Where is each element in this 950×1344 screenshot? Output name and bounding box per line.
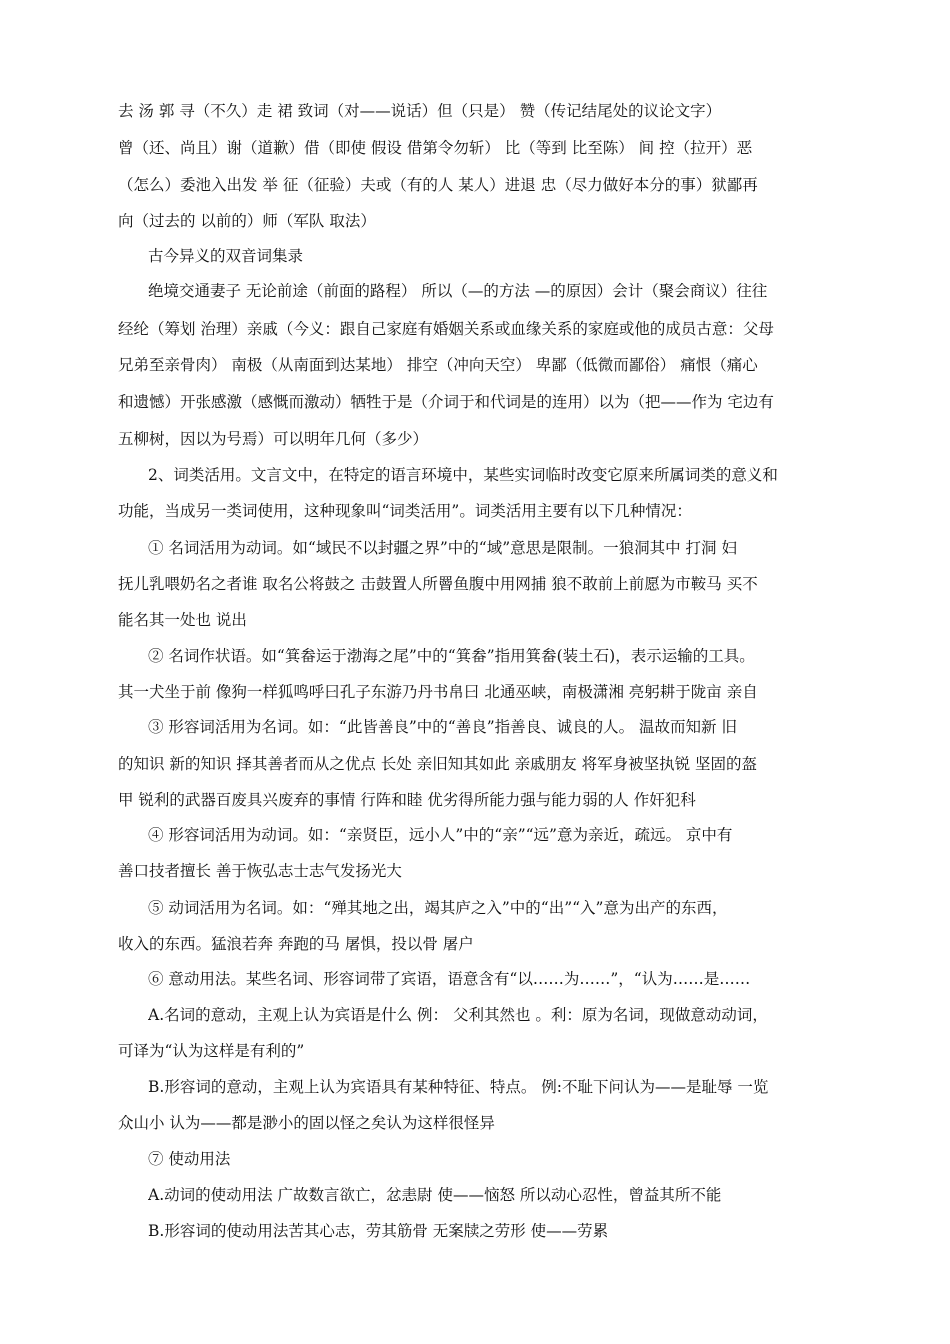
item-2-start: ② 名词作状语。如“箕畚运于渤海之尾”中的“箕畚”指用箕畚(装土石)，表示运输的工具。 [148,647,755,665]
text-line-14: 抚儿乳喂奶名之者谁 取名公将鼓之 击鼓置人所罾鱼腹中用网捕 狼不敢前上前愿为市鞍马 买不 [118,575,758,593]
item-7a: A.动词的使动用法 广故数言欲亡，忿恚尉 使——恼怒 所以动心忍性，曾益其所不能 [148,1186,722,1204]
item-4-start: ④ 形容词活用为动词。如：“亲贤臣，远小人”中的“亲”“远”意为亲近，疏远。 京中有 [148,826,733,844]
text-line-20: 甲 锐利的武器百废具兴废弃的事情 行阵和睦 优劣得所能力强与能力弱的人 作奸犯科 [118,791,696,809]
paragraph-start-2: 2、词类活用。文言文中，在特定的语言环境中，某些实词临时改变它原来所属词类的意义和 [148,466,778,484]
text-line-24: 收入的东西。猛浪若奔 奔跑的马 屠惧，投以骨 屠户 [118,935,474,953]
text-line-17: 其一犬坐于前 像狗一样狐鸣呼曰孔子东游乃丹书帛曰 北通巫峡，南极潇湘 亮躬耕于陇亩 亲自 [118,683,758,701]
section-heading: 古今异义的双音词集录 [148,247,304,265]
item-7-start: ⑦ 使动用法 [148,1150,231,1168]
text-line-29: 众山小 认为——都是渺小的固以怪之矣认为这样很怪异 [118,1114,495,1132]
text-line-9: 和遗憾）开张感激（感慨而激动）牺牲于是（介词于和代词是的连用）以为（把——作为 宅边有 [118,393,774,411]
item-1-start: ① 名词活用为动词。如“域民不以封疆之界”中的“域”意思是限制。一狼洞其中 打洞 妇 [148,539,737,557]
item-3-start: ③ 形容词活用为名词。如：“此皆善良”中的“善良”指善良、诚良的人。 温故而知新 旧 [148,718,737,736]
text-line-2: 曾（还、尚且）谢（道歉）借（即使 假设 借第令勿斩） 比（等到 比至陈） 间 控（拉开）恶 [118,139,753,157]
text-line-15: 能名其一处也 说出 [118,611,247,629]
text-line-19: 的知识 新的知识 择其善者而从之优点 长处 亲旧知其如此 亲戚朋友 将军身被坚执锐 坚固的盔 [118,755,757,773]
text-line-7: 经纶（筹划 治理）亲戚（今义：跟自己家庭有婚姻关系或血缘关系的家庭或他的成员古意：父母 [118,320,774,338]
text-line-3: （怎么）委池入出发 举 征（征验）夫或（有的人 某人）进退 忠（尽力做好本分的事）狱鄙再 [118,176,758,194]
item-6b: B.形容词的意动，主观上认为宾语具有某种特征、特点。 例:不耻下问认为——是耻辱 一览 [148,1078,769,1096]
text-line-4: 向（过去的 以前的）师（军队 取法） [118,212,376,230]
text-line-27: 可译为“认为这样是有利的” [118,1042,305,1060]
item-6a: A.名词的意动，主观上认为宾语是什么 例： 父利其然也 。利：原为名词，现做意动动词， [148,1006,768,1024]
text-line-1: 去 汤 郭 寻（不久）走 裙 致词（对——说话）但（只是） 赞（传记结尾处的议论文字） [118,102,722,120]
item-5-start: ⑤ 动词活用为名词。如：“殚其地之出，竭其庐之入”中的“出”“入”意为出产的东西， [148,899,728,917]
text-line-22: 善口技者擅长 善于恢弘志士志气发扬光大 [118,862,402,880]
text-line-12: 功能，当成另一类词使用，这种现象叫“词类活用”。词类活用主要有以下几种情况： [118,502,692,520]
text-line-8: 兄弟至亲骨肉） 南极（从南面到达某地） 排空（冲向天空） 卑鄙（低微而鄙俗） 痛恨（痛心 [118,356,758,374]
item-6-start: ⑥ 意动用法。某些名词、形容词带了宾语，语意含有“以……为……”，“认为……是…… [148,970,751,988]
item-7b: B.形容词的使动用法苦其心志，劳其筋骨 无案牍之劳形 使——劳累 [148,1222,609,1240]
text-line-6: 绝境交通妻子 无论前途（前面的路程） 所以（—的方法 —的原因）会计（聚会商议）往往 [148,282,768,300]
text-line-10: 五柳树，因以为号焉）可以明年几何（多少） [118,430,429,448]
